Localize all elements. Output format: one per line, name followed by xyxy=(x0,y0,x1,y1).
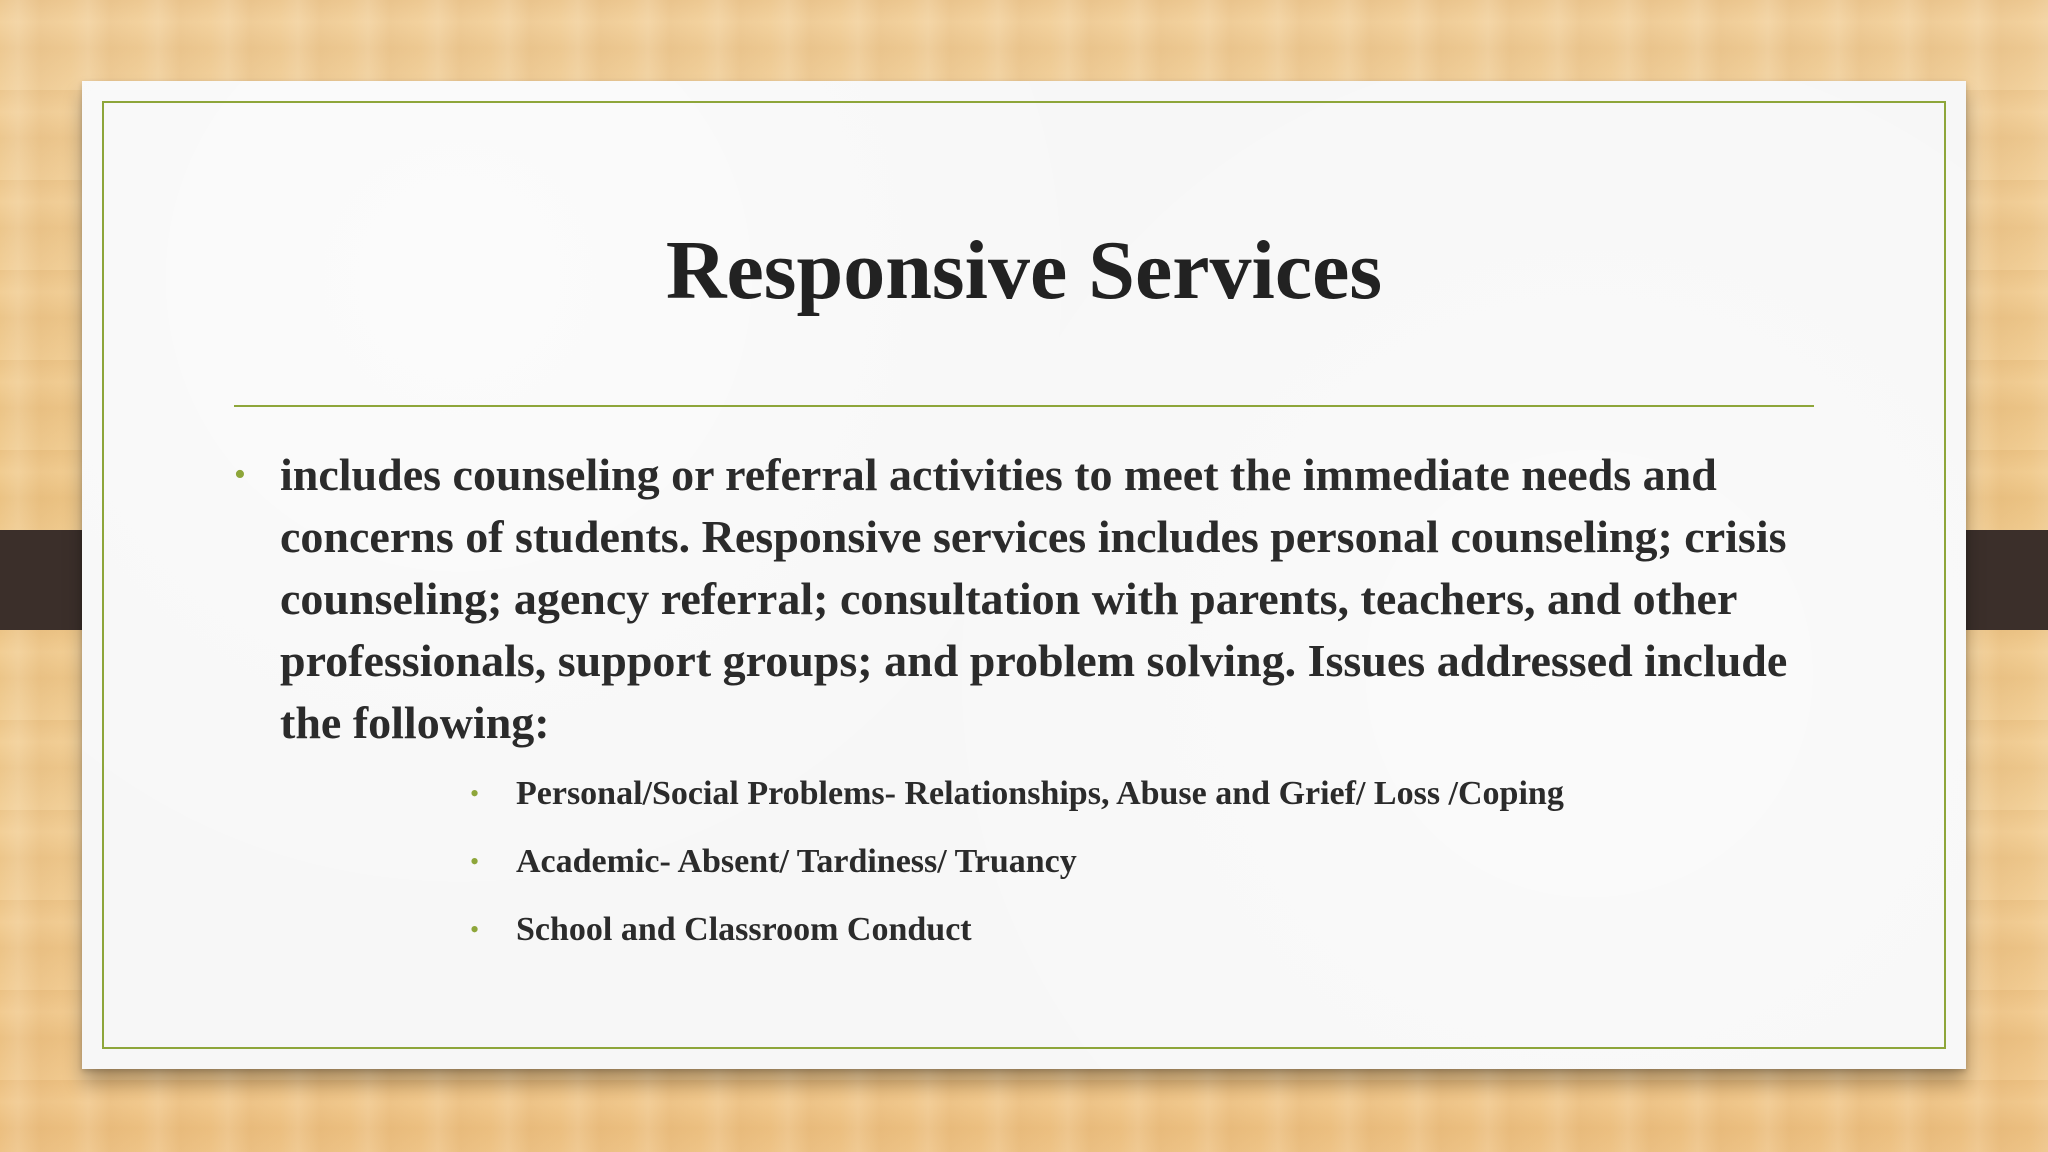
sub-bullet-icon: • xyxy=(470,847,480,876)
sub-bullet-text: Personal/Social Problems- Relationships, Abuse and Grief/ Loss /Coping xyxy=(516,775,1564,812)
main-bullet-text: includes counseling or referral activities to meet the immediate needs and concerns of students. Responsive services includes personal counseling; crisis counseling; agency referral; consultation with parents, teachers, and other professionals, support groups; and problem solving. Issues addressed include the following: xyxy=(280,449,1788,748)
main-bullet-row xyxy=(234,444,1834,754)
sub-bullet-icon: • xyxy=(470,779,480,808)
main-bullet-icon: • xyxy=(234,456,246,493)
sub-bullet-item xyxy=(234,896,1834,964)
sub-bullet-text: School and Classroom Conduct xyxy=(516,911,972,948)
sub-bullet-item xyxy=(234,828,1834,896)
title-divider xyxy=(234,405,1814,407)
main-bullet-block xyxy=(234,444,1834,964)
sub-bullet-text: Academic- Absent/ Tardiness/ Truancy xyxy=(516,843,1077,880)
sub-bullet-icon: • xyxy=(470,915,480,944)
slide-title: Responsive Services xyxy=(665,224,1383,317)
sub-bullet-list xyxy=(234,760,1834,964)
sub-bullet-item xyxy=(234,760,1834,828)
slide-paper xyxy=(82,81,1966,1069)
